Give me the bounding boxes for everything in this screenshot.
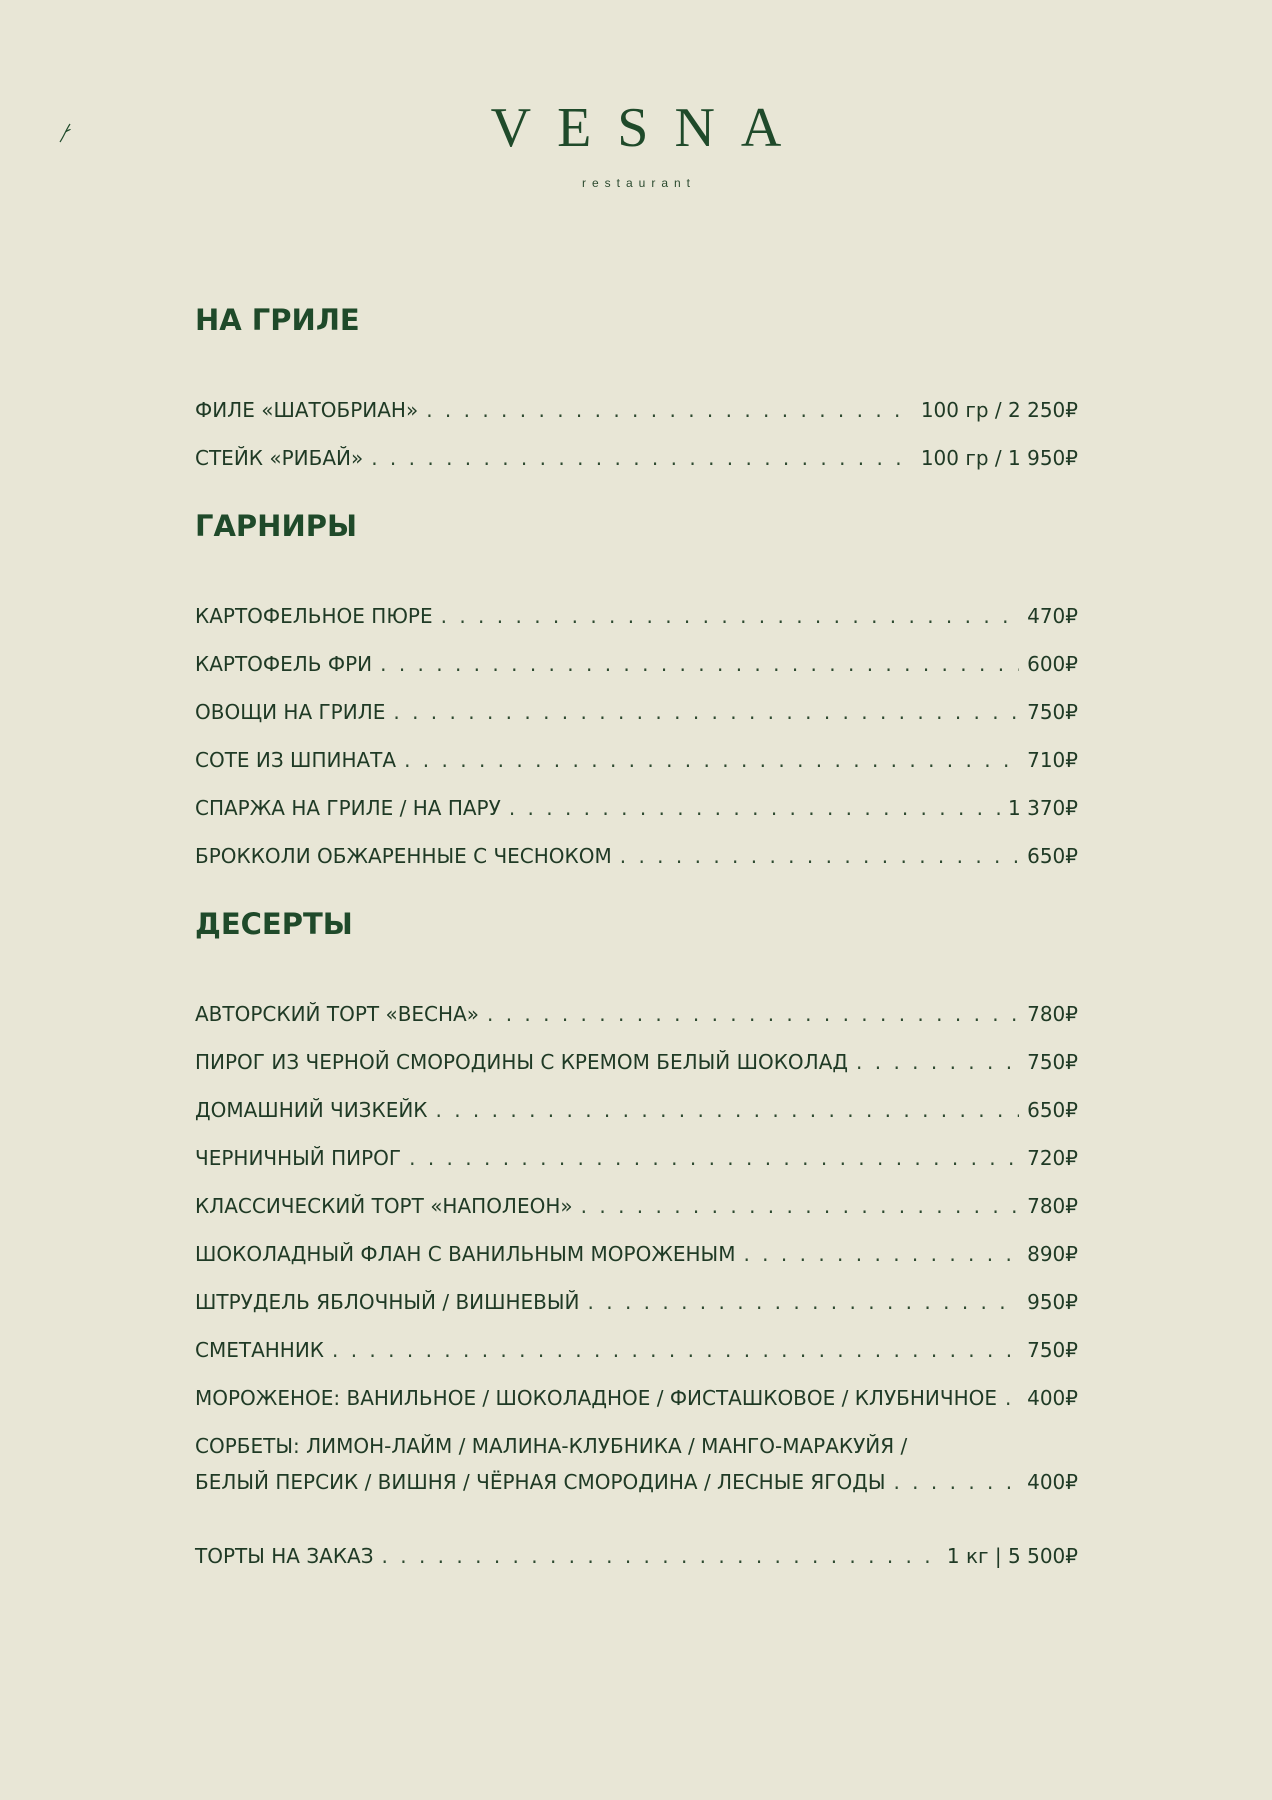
dot-leader [588,1288,1020,1316]
item-name: ПИРОГ ИЗ ЧЕРНОЙ СМОРОДИНЫ С КРЕМОМ БЕЛЫЙ ШОКОЛАД [195,1050,849,1074]
section-grill [195,300,1078,472]
restaurant-logo [0,97,1272,190]
menu-item [195,1144,1078,1172]
dot-leader [332,1336,1019,1364]
dot-leader [893,1468,1019,1496]
menu-item [195,1384,1078,1412]
menu-item [195,1048,1078,1076]
dot-leader [509,794,1000,822]
item-price: 400₽ [1027,1470,1078,1494]
item-name: СОТЕ ИЗ ШПИНАТА [195,748,397,772]
item-name: КЛАССИЧЕСКИЙ ТОРТ «НАПОЛЕОН» [195,1194,573,1218]
section-title: ГАРНИРЫ [195,509,358,543]
item-name-line1: СОРБЕТЫ: ЛИМОН-ЛАЙМ / МАЛИНА-КЛУБНИКА / МАНГО-МАРАКУЙЯ / [195,1434,908,1458]
dot-leader [436,1096,1020,1124]
item-price: 750₽ [1027,1338,1078,1362]
dot-leader [404,746,1019,774]
item-price: 780₽ [1027,1194,1078,1218]
item-list [195,1000,1078,1496]
item-list [195,602,1078,870]
item-price: 780₽ [1027,1002,1078,1026]
item-name-line2: БЕЛЫЙ ПЕРСИК / ВИШНЯ / ЧЁРНАЯ СМОРОДИНА / ЛЕСНЫЕ ЯГОДЫ [195,1470,886,1494]
item-price: 1 370₽ [1008,796,1078,820]
menu-item [195,396,1078,424]
item-name: АВТОРСКИЙ ТОРТ «ВЕСНА» [195,1002,479,1026]
item-name: БРОККОЛИ ОБЖАРЕННЫЕ С ЧЕСНОКОМ [195,844,612,868]
item-name: МОРОЖЕНОЕ: ВАНИЛЬНОЕ / ШОКОЛАДНОЕ / ФИСТАШКОВОЕ / КЛУБНИЧНОЕ [195,1386,998,1410]
dot-leader [382,1542,939,1570]
section-garnish [195,506,1078,870]
dot-leader [620,842,1019,870]
dot-leader [426,396,913,424]
item-name: ТОРТЫ НА ЗАКАЗ [195,1544,374,1568]
item-name: ФИЛЕ «ШАТОБРИАН» [195,398,419,422]
menu-item [195,794,1078,822]
menu-item [195,1542,1078,1570]
dot-leader [409,1144,1019,1172]
menu-item [195,1432,1078,1496]
menu-item [195,1192,1078,1220]
menu [195,300,1078,1590]
item-price: 1 кг | 5 500₽ [946,1544,1078,1568]
logo-subtitle: restaurant [581,176,697,190]
item-name: ДОМАШНИЙ ЧИЗКЕЙК [195,1098,428,1122]
item-price: 400₽ [1027,1386,1078,1410]
dot-leader [487,1000,1019,1028]
item-name: СТЕЙК «РИБАЙ» [195,446,364,470]
menu-item [195,746,1078,774]
dot-leader [380,650,1019,678]
dot-leader [371,444,913,472]
item-name: СМЕТАННИК [195,1338,324,1362]
cakes-to-order [195,1542,1078,1570]
item-price: 710₽ [1027,748,1078,772]
logo-wordmark: VESNA [490,97,808,159]
menu-item [195,1096,1078,1124]
item-name: ОВОЩИ НА ГРИЛЕ [195,700,386,724]
dot-leader [856,1048,1019,1076]
menu-item [195,1336,1078,1364]
item-name: ЧЕРНИЧНЫЙ ПИРОГ [195,1146,402,1170]
item-price: 100 гр / 1 950₽ [920,446,1078,470]
menu-item [195,444,1078,472]
menu-item [195,842,1078,870]
menu-item [195,602,1078,630]
item-price: 750₽ [1027,1050,1078,1074]
item-price: 950₽ [1027,1290,1078,1314]
item-price: 890₽ [1027,1242,1078,1266]
section-title: НА ГРИЛЕ [195,303,360,337]
item-line2 [195,1468,1078,1496]
item-price: 100 гр / 2 250₽ [920,398,1078,422]
menu-item [195,1000,1078,1028]
item-price: 650₽ [1027,1098,1078,1122]
item-name: ШТРУДЕЛЬ ЯБЛОЧНЫЙ / ВИШНЕВЫЙ [195,1290,580,1314]
item-price: 470₽ [1027,604,1078,628]
item-price: 600₽ [1027,652,1078,676]
item-list [195,396,1078,472]
section-desserts [195,904,1078,1496]
item-price: 650₽ [1027,844,1078,868]
menu-item [195,1240,1078,1268]
item-name: СПАРЖА НА ГРИЛЕ / НА ПАРУ [195,796,501,820]
menu-item [195,698,1078,726]
item-name: ШОКОЛАДНЫЙ ФЛАН С ВАНИЛЬНЫМ МОРОЖЕНЫМ [195,1242,736,1266]
dot-leader [1005,1384,1019,1412]
menu-item [195,650,1078,678]
leaf-icon [58,122,72,144]
section-title: ДЕСЕРТЫ [195,907,353,941]
menu-item [195,1288,1078,1316]
item-name: КАРТОФЕЛЬНОЕ ПЮРЕ [195,604,433,628]
item-price: 720₽ [1027,1146,1078,1170]
dot-leader [393,698,1019,726]
dot-leader [441,602,1019,630]
item-price: 750₽ [1027,700,1078,724]
dot-leader [743,1240,1019,1268]
item-name: КАРТОФЕЛЬ ФРИ [195,652,373,676]
dot-leader [581,1192,1019,1220]
